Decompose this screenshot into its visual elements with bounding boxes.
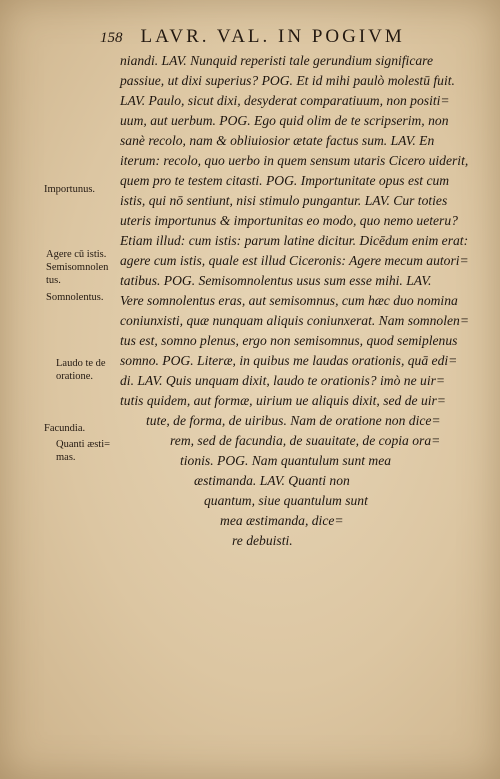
text-line: agere cum istis, quale est illud Ciceronis: Agere mecum autori= bbox=[120, 253, 469, 268]
text-line: sanè recolo, nam & obliuiosior ætate factus sum. LAV. En bbox=[120, 133, 435, 148]
page-header bbox=[100, 26, 405, 48]
text-line: LAV. Paulo, sicut dixi, desyderat comparatiuum, non positi= bbox=[120, 93, 450, 108]
margin-note: Somnolentus. bbox=[46, 292, 104, 303]
text-line: quantum, siue quantulum sunt bbox=[204, 493, 368, 508]
text-line: quem pro te testem citasti. POG. Importunitate opus est cum bbox=[120, 173, 450, 188]
text-line: Etiam illud: cum istis: parum latine dicitur. Dicēdum enim erat: bbox=[120, 233, 469, 248]
text-line: re debuisti. bbox=[232, 533, 293, 548]
margin-note: mas. bbox=[56, 452, 76, 463]
text-line: tutis quidem, aut formæ, uirium ue aliquis dixit, sed de uir= bbox=[120, 393, 446, 408]
margin-note: Agere cū istis. bbox=[46, 249, 107, 260]
text-line: passiue, ut dixi superius? POG. Et id mihi paulò molestū fuit. bbox=[120, 73, 455, 88]
text-line: rem, sed de facundia, de suauitate, de copia ora= bbox=[170, 433, 441, 448]
margin-note: Importunus. bbox=[44, 184, 96, 195]
text-line: æstimanda. LAV. Quanti non bbox=[194, 473, 350, 488]
text-line: uum, aut uerbum. POG. Ego quid olim de te scripserim, non bbox=[120, 113, 449, 128]
text-line: tionis. POG. Nam quantulum sunt mea bbox=[180, 453, 392, 468]
text-line: Vere somnolentus eras, aut semisomnus, cum hæc duo nomina bbox=[120, 293, 458, 308]
text-line: tus est, somno plenus, ergo non semisomnus, quod semiplenus bbox=[120, 333, 458, 348]
margin-note: tus. bbox=[46, 275, 61, 286]
margin-note: Facundia. bbox=[44, 423, 86, 434]
text-line: iterum: recolo, quo uerbo in quem sensum utaris Cicero uiderit, bbox=[120, 153, 469, 168]
running-head: LAVR. VAL. IN POGIVM bbox=[140, 26, 405, 47]
text-line: uteris importunus & importunitas eo modo, quo nemo ueteru? bbox=[120, 213, 458, 228]
text-line: istis, qui nō sentiunt, nisi stimulo pungantur. LAV. Cur toties bbox=[120, 193, 448, 208]
margin-note: Quanti æsti= bbox=[56, 439, 111, 450]
margin-note: oratione. bbox=[56, 371, 94, 382]
margin-note: Laudo te de bbox=[56, 358, 106, 369]
text-line: mea æstimanda, dice= bbox=[220, 513, 344, 528]
text-line: somno. POG. Literæ, in quibus me laudas orationis, quā edi= bbox=[120, 353, 458, 368]
margin-note: Semisomnolen bbox=[46, 262, 109, 273]
text-line: di. LAV. Quis unquam dixit, laudo te orationis? imò ne uir= bbox=[120, 373, 446, 388]
text-line: tute, de forma, de uiribus. Nam de oratione non dice= bbox=[146, 413, 441, 428]
text-line: niandi. LAV. Nunquid reperisti tale gerundium significare bbox=[120, 53, 433, 68]
text-line: tatibus. POG. Semisomnolentus usus sum esse mihi. LAV. bbox=[120, 273, 432, 288]
text-line: coniunxisti, quæ nunquam aliquis coniunxerat. Nam somnolen= bbox=[120, 313, 469, 328]
page-number: 158 bbox=[100, 30, 123, 46]
